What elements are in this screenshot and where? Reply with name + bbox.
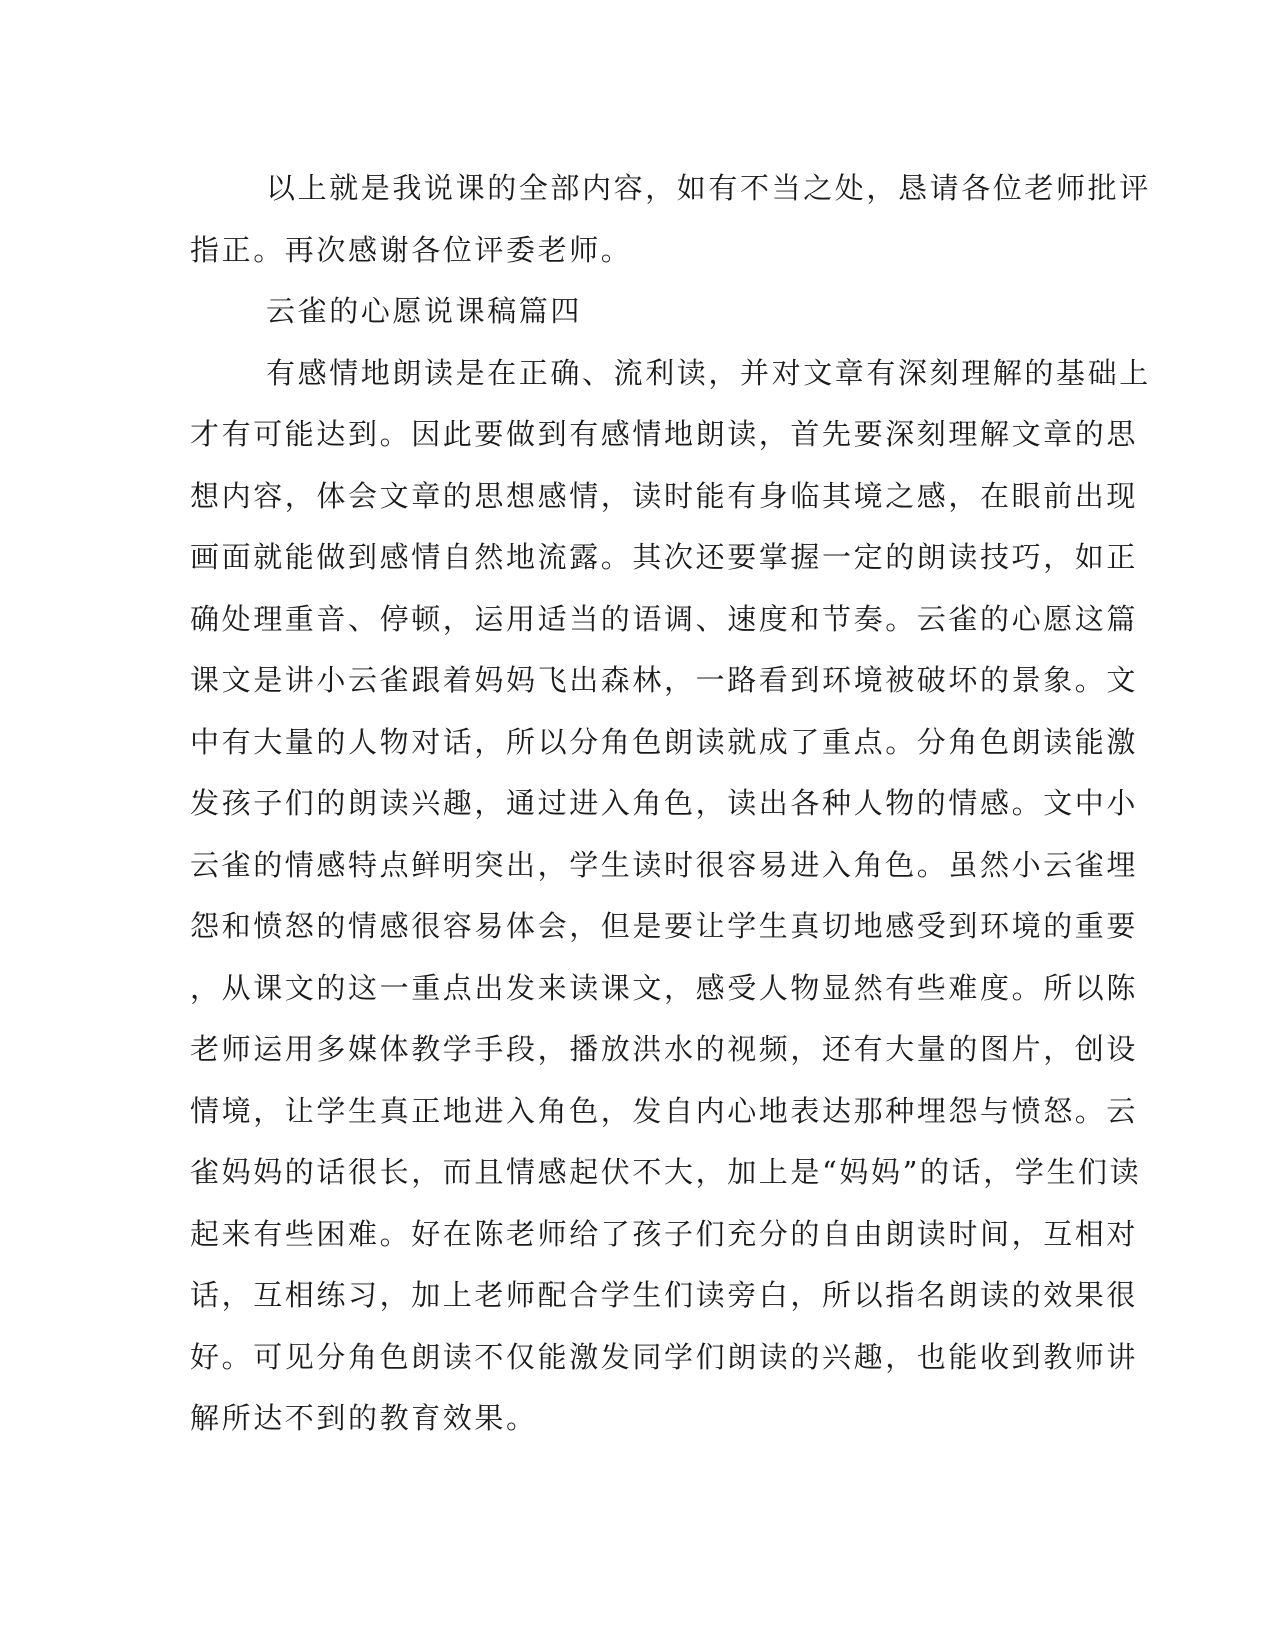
text-line: 想内容，体会文章的思想感情，读时能有身临其境之感，在眼前出现 (190, 478, 1139, 513)
paragraph-closing (190, 158, 1151, 281)
text-line: 中有大量的人物对话，所以分角色朗读就成了重点。分角色朗读能激 (190, 724, 1139, 759)
text-line: 确处理重音、停顿，运用适当的语调、速度和节奏。云雀的心愿这篇 (190, 601, 1139, 636)
text-line: 情境，让学生真正地进入角色，发自内心地表达那种埋怨与愤怒。云 (190, 1093, 1139, 1128)
text-line: 老师运用多媒体教学手段，播放洪水的视频，还有大量的图片，创设 (190, 1032, 1139, 1066)
text-line: ，从课文的这一重点出发来读课文，感受人物显然有些难度。所以陈 (190, 970, 1139, 1005)
paragraph-body (190, 343, 1151, 1450)
text-line: 发孩子们的朗读兴趣，通过进入角色，读出各种人物的情感。文中小 (190, 786, 1139, 820)
document-body (190, 158, 1151, 1450)
text-line: 才有可能达到。因此要做到有感情地朗读，首先要深刻理解文章的思 (190, 417, 1139, 451)
text-line: 好。可见分角色朗读不仅能激发同学们朗读的兴趣，也能收到教师讲 (190, 1339, 1139, 1374)
text-line: 指正。再次感谢各位评委老师。 (190, 232, 633, 267)
heading-text: 云雀的心愿说课稿篇四 (266, 294, 583, 328)
text-line: 课文是讲小云雀跟着妈妈飞出森林，一路看到环境被破坏的景象。文 (190, 663, 1139, 697)
text-line: 话，互相练习，加上老师配合学生们读旁白，所以指名朗读的效果很 (190, 1278, 1139, 1312)
text-line: 有感情地朗读是在正确、流利读，并对文章有深刻理解的基础上 (266, 355, 1151, 390)
text-line: 怨和愤怒的情感很容易体会，但是要让学生真切地感受到环境的重要 (190, 909, 1139, 943)
text-line: 解所达不到的教育效果。 (190, 1401, 538, 1435)
text-line: 雀妈妈的话很长，而且情感起伏不大，加上是“妈妈”的话，学生们读 (190, 1155, 1142, 1189)
text-line: 以上就是我说课的全部内容，如有不当之处，恳请各位老师批评 (266, 171, 1151, 205)
text-line: 起来有些困难。好在陈老师给了孩子们充分的自由朗读时间，互相对 (190, 1216, 1139, 1251)
text-line: 云雀的情感特点鲜明突出，学生读时很容易进入角色。虽然小云雀埋 (190, 847, 1139, 882)
text-line: 画面就能做到感情自然地流露。其次还要掌握一定的朗读技巧，如正 (190, 540, 1139, 574)
section-heading (190, 281, 1065, 343)
